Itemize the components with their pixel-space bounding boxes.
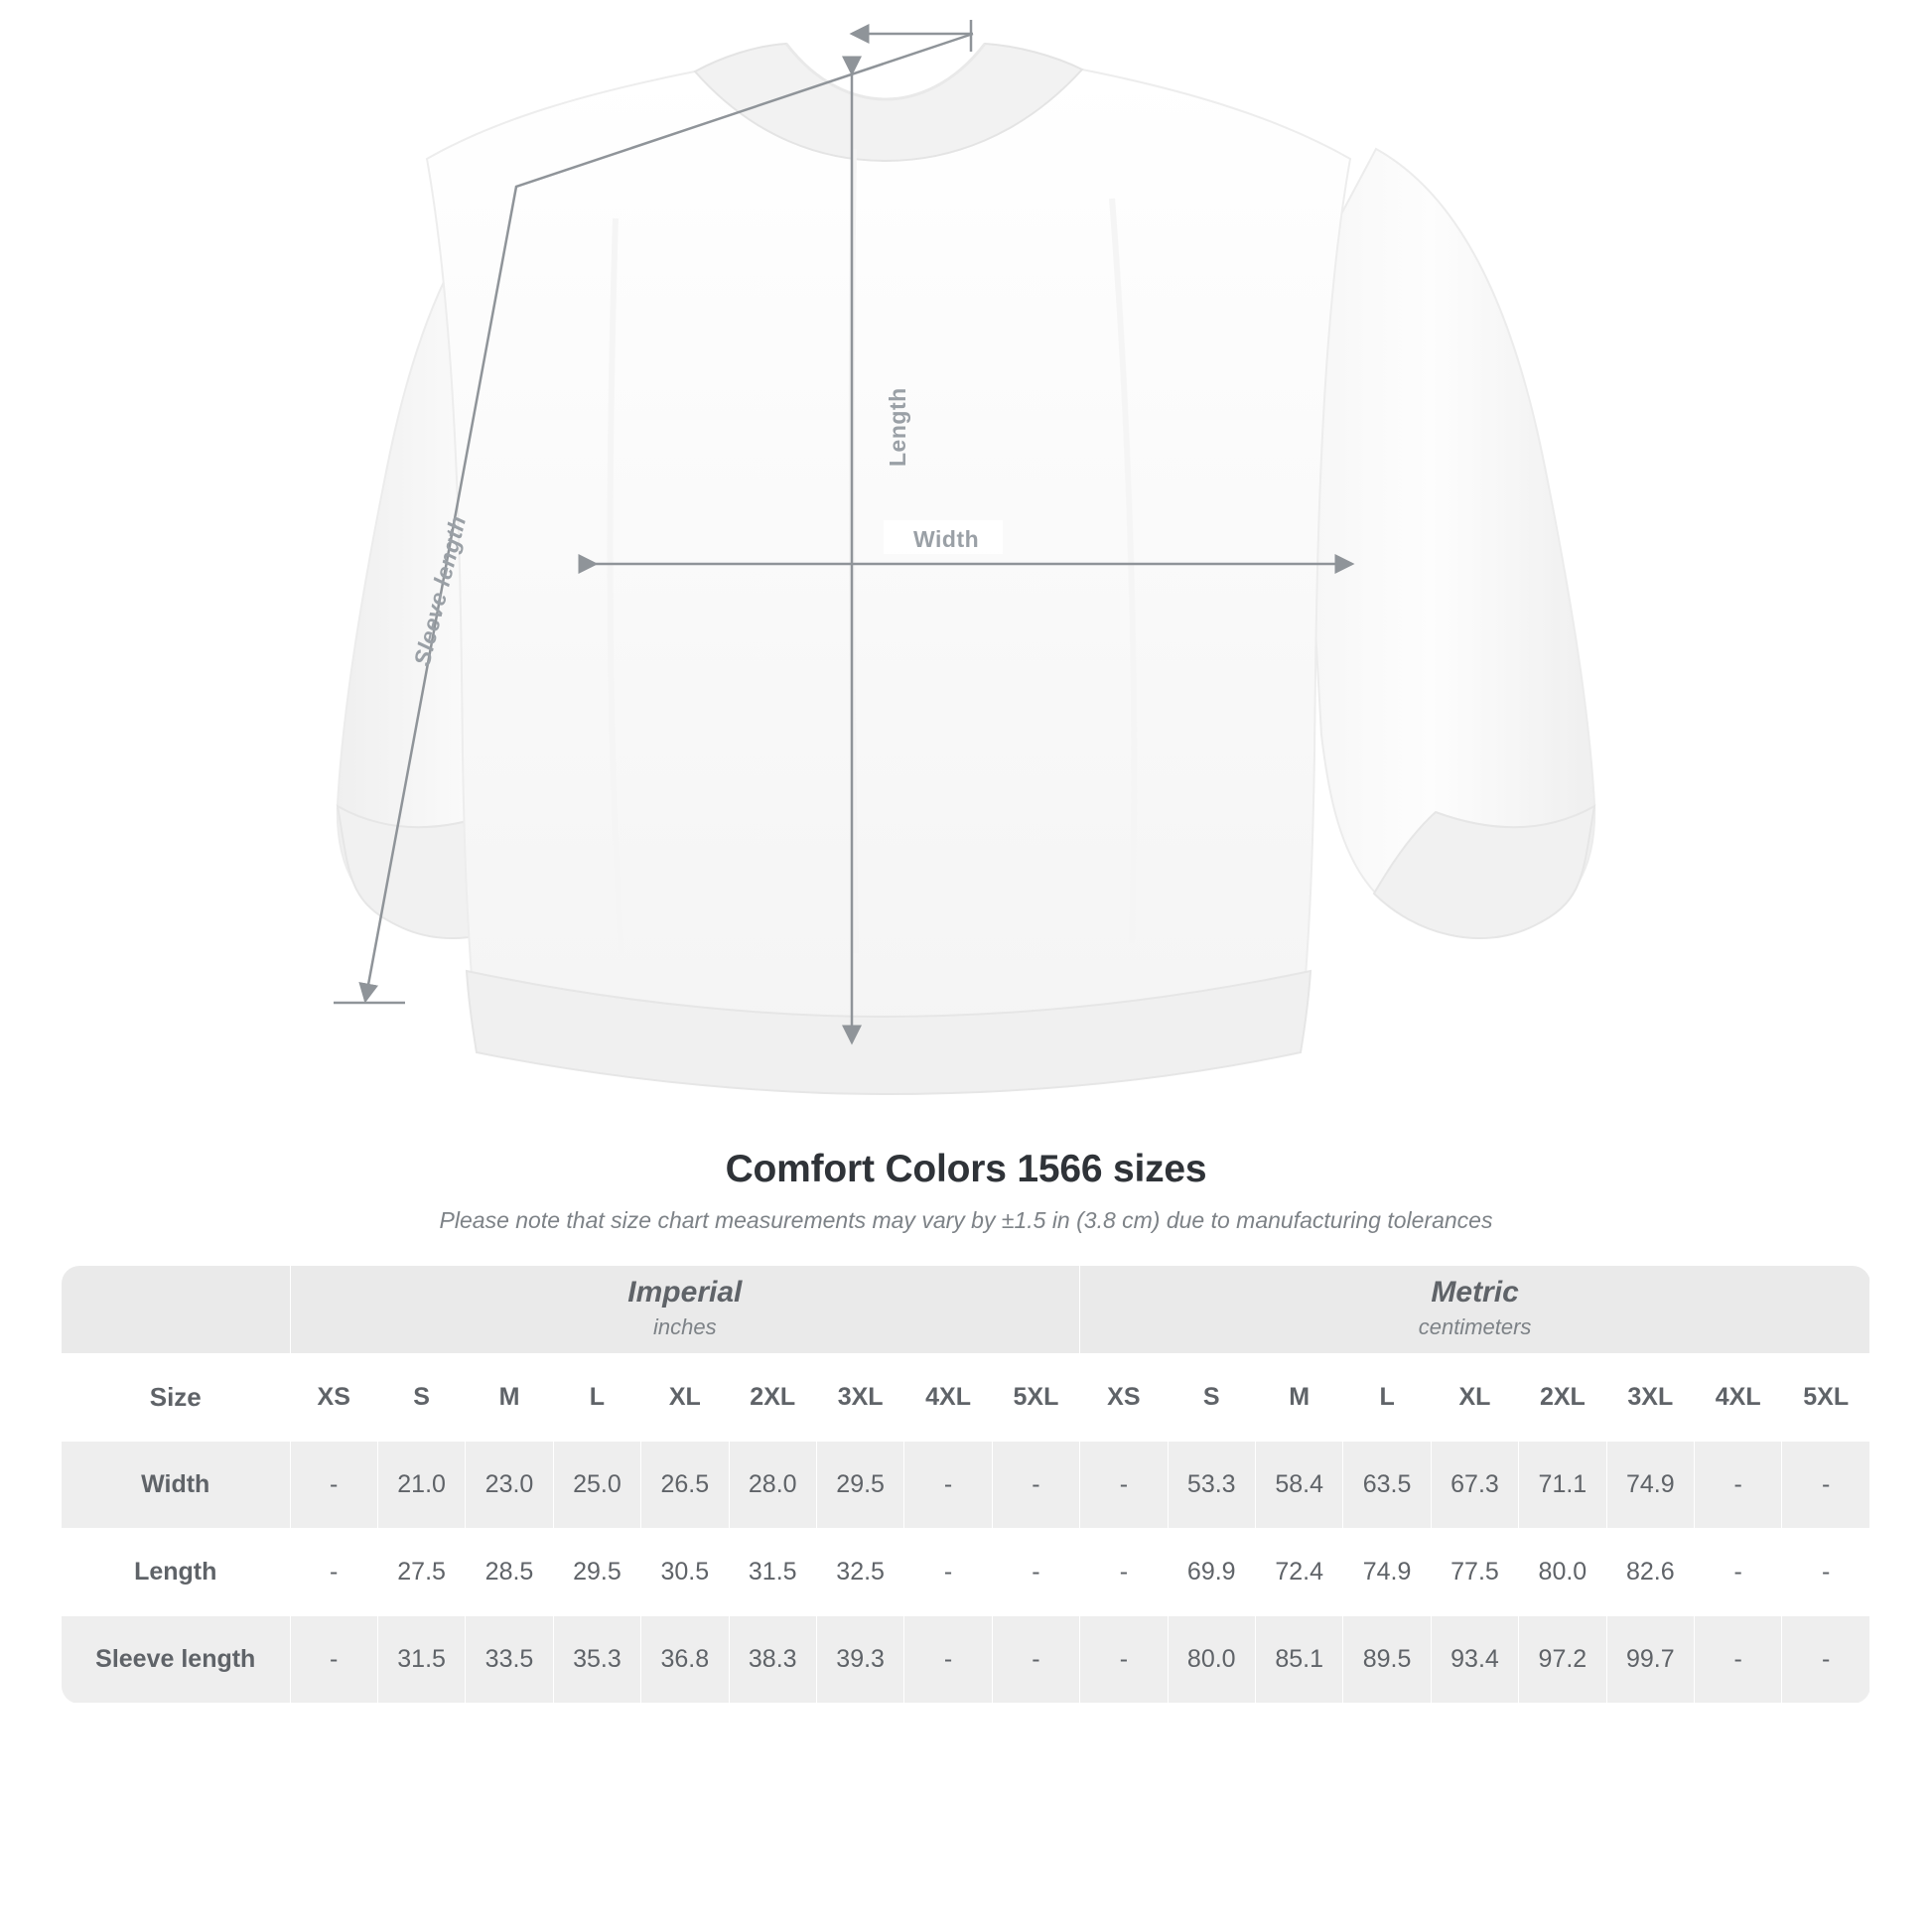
table-cell: 31.5	[377, 1615, 465, 1703]
table-cell: -	[1695, 1528, 1782, 1615]
table-cell: -	[290, 1528, 377, 1615]
table-cell: -	[1782, 1528, 1870, 1615]
table-cell: 97.2	[1519, 1615, 1606, 1703]
group-unit: centimeters	[1418, 1313, 1532, 1339]
table-cell: 26.5	[641, 1441, 729, 1528]
table-header-size: Size	[62, 1353, 290, 1441]
group-header-spacer	[62, 1266, 290, 1353]
table-cell: 28.5	[466, 1528, 553, 1615]
table-group-header-imperial	[290, 1266, 1080, 1353]
table-cell: -	[290, 1615, 377, 1703]
table-header-cell: 3XL	[1606, 1353, 1694, 1441]
table-cell: 99.7	[1606, 1615, 1694, 1703]
table-cell: 39.3	[816, 1615, 903, 1703]
svg-text:Length: Length	[885, 387, 910, 467]
table-cell: 27.5	[377, 1528, 465, 1615]
table-row	[62, 1615, 1870, 1703]
group-unit: inches	[653, 1313, 717, 1339]
width-label	[884, 520, 1003, 554]
length-label	[866, 365, 911, 484]
table-cell: 58.4	[1255, 1441, 1342, 1528]
table-header-row	[62, 1353, 1870, 1441]
table-header-cell: 2XL	[729, 1353, 816, 1441]
table-cell: -	[1080, 1615, 1168, 1703]
table-header-cell: XS	[290, 1353, 377, 1441]
table-header-cell: 5XL	[1782, 1353, 1870, 1441]
table-cell: 31.5	[729, 1528, 816, 1615]
table-cell: -	[1782, 1441, 1870, 1528]
table-cell: 72.4	[1255, 1528, 1342, 1615]
table-header-cell: L	[553, 1353, 640, 1441]
table-header-cell: 5XL	[992, 1353, 1079, 1441]
table-header-cell: S	[377, 1353, 465, 1441]
table-cell: -	[1695, 1615, 1782, 1703]
table-cell: 23.0	[466, 1441, 553, 1528]
table-row	[62, 1441, 1870, 1528]
table-group-header-row	[62, 1266, 1870, 1353]
table-cell: -	[1080, 1528, 1168, 1615]
svg-text:Sleeve length: Sleeve length	[408, 512, 472, 669]
table-cell: 89.5	[1343, 1615, 1431, 1703]
table-header-cell: 4XL	[904, 1353, 992, 1441]
table-cell: 28.0	[729, 1441, 816, 1528]
table-cell: 80.0	[1519, 1528, 1606, 1615]
table-row-label: Width	[62, 1441, 290, 1528]
size-table-wrapper	[62, 1266, 1870, 1704]
table-cell: 77.5	[1431, 1528, 1518, 1615]
table-header-cell: XL	[641, 1353, 729, 1441]
table-cell: 33.5	[466, 1615, 553, 1703]
table-cell: -	[904, 1441, 992, 1528]
group-title: Metric	[1431, 1276, 1519, 1309]
table-header-cell: L	[1343, 1353, 1431, 1441]
table-header-cell: 2XL	[1519, 1353, 1606, 1441]
table-cell: -	[290, 1441, 377, 1528]
table-group-header-metric	[1080, 1266, 1870, 1353]
table-cell: 36.8	[641, 1615, 729, 1703]
size-table	[62, 1266, 1870, 1704]
table-cell: 30.5	[641, 1528, 729, 1615]
svg-text:Width: Width	[913, 526, 980, 552]
title-block	[0, 1148, 1932, 1234]
table-header-cell: 4XL	[1695, 1353, 1782, 1441]
table-cell: -	[904, 1528, 992, 1615]
table-header-cell: M	[1255, 1353, 1342, 1441]
table-cell: 29.5	[553, 1528, 640, 1615]
table-row-label: Sleeve length	[62, 1615, 290, 1703]
tolerance-note: Please note that size chart measurements may vary by ±1.5 in (3.8 cm) due to manufacturing tolerances	[439, 1207, 1493, 1233]
page-title: Comfort Colors 1566 sizes	[725, 1148, 1207, 1190]
table-cell: 93.4	[1431, 1615, 1518, 1703]
table-header-cell: S	[1168, 1353, 1255, 1441]
table-cell: -	[1695, 1441, 1782, 1528]
table-cell: 69.9	[1168, 1528, 1255, 1615]
table-cell: -	[904, 1615, 992, 1703]
table-cell: 67.3	[1431, 1441, 1518, 1528]
table-header-cell: 3XL	[816, 1353, 903, 1441]
table-cell: 32.5	[816, 1528, 903, 1615]
table-cell: 82.6	[1606, 1528, 1694, 1615]
table-cell: -	[992, 1528, 1079, 1615]
table-cell: 74.9	[1343, 1528, 1431, 1615]
table-cell: 38.3	[729, 1615, 816, 1703]
table-cell: 80.0	[1168, 1615, 1255, 1703]
table-row	[62, 1528, 1870, 1615]
table-cell: 21.0	[377, 1441, 465, 1528]
table-cell: 53.3	[1168, 1441, 1255, 1528]
table-cell: 29.5	[816, 1441, 903, 1528]
table-cell: -	[992, 1615, 1079, 1703]
table-row-label: Length	[62, 1528, 290, 1615]
table-cell: 35.3	[553, 1615, 640, 1703]
table-cell: 85.1	[1255, 1615, 1342, 1703]
table-cell: -	[1080, 1441, 1168, 1528]
group-title: Imperial	[627, 1276, 743, 1309]
table-cell: 25.0	[553, 1441, 640, 1528]
table-header-cell: XL	[1431, 1353, 1518, 1441]
table-cell: 71.1	[1519, 1441, 1606, 1528]
table-cell: 74.9	[1606, 1441, 1694, 1528]
sleeve-length-label	[409, 513, 472, 668]
table-header-cell: M	[466, 1353, 553, 1441]
table-cell: 63.5	[1343, 1441, 1431, 1528]
table-cell: -	[1782, 1615, 1870, 1703]
table-cell: -	[992, 1441, 1079, 1528]
table-header-cell: XS	[1080, 1353, 1168, 1441]
